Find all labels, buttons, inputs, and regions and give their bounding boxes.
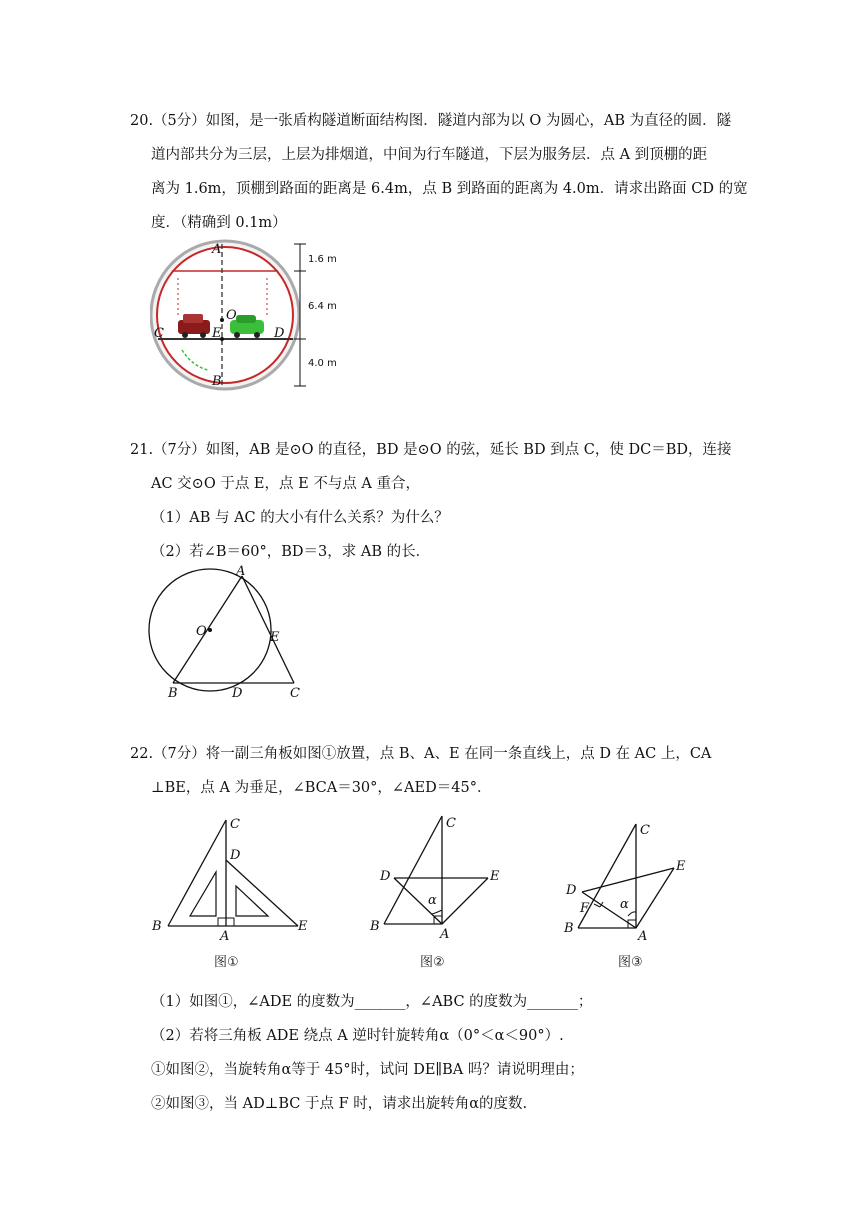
triangle-figure-2 [366, 812, 516, 972]
label-E: E [490, 869, 500, 884]
label-D: D [274, 326, 285, 341]
label-O: O [196, 624, 207, 639]
q20-line-3: 离为 1.6m，顶棚到路面的距离是 6.4m，点 B 到路面的距离为 4.0m．请求出路面 CD 的宽 [151, 181, 748, 197]
label-alpha: α [428, 893, 437, 908]
label-A: A [220, 929, 230, 944]
q20-line-4: 度．（精确到 0.1m） [151, 215, 287, 231]
label-C: C [290, 686, 300, 701]
label-D: D [230, 848, 241, 863]
label-E: E [298, 919, 308, 934]
q21-line-2: AC 交⊙O 于点 E，点 E 不与点 A 重合， [151, 476, 421, 492]
label-C: C [230, 817, 240, 832]
measure-top: 1.6 m [308, 254, 337, 265]
triangle-figure-3 [560, 812, 710, 972]
q20-line-2: 道内部共分为三层，上层为排烟道，中间为行车隧道，下层为服务层．点 A 到顶棚的距 [151, 147, 708, 163]
q21-part-2: （2）若∠B＝60°，BD＝3，求 AB 的长． [151, 544, 431, 560]
q22-sub-1: ①如图②，当旋转角α等于 45°时，试问 DE∥BA 吗？请说明理由； [151, 1062, 584, 1078]
label-C: C [640, 823, 650, 838]
label-A: A [440, 927, 450, 942]
label-E: E [212, 326, 222, 341]
label-B: B [152, 919, 162, 934]
q22-line-1: 22.（7分）将一副三角板如图①放置，点 B、A、E 在同一条直线上，点 D 在 AC 上，CA [130, 746, 712, 762]
label-C: C [446, 816, 456, 831]
q22-line-2: ⊥BE，点 A 为垂足，∠BCA＝30°，∠AED＝45°． [151, 780, 492, 796]
triangle-figure-1 [148, 812, 318, 972]
measure-mid: 6.4 m [308, 301, 337, 312]
figure-3-caption: 图③ [618, 955, 643, 970]
label-A: A [236, 564, 246, 579]
label-A: A [638, 929, 648, 944]
label-D: D [566, 883, 577, 898]
label-O: O [226, 308, 237, 323]
q22-part-1: （1）如图①，∠ADE 的度数为_______，∠ABC 的度数为_______； [151, 994, 593, 1010]
figure-2-caption: 图② [420, 955, 445, 970]
label-D: D [380, 869, 391, 884]
q22-sub-2: ②如图③，当 AD⊥BC 于点 F 时，请求出旋转角α的度数. [151, 1096, 528, 1112]
circle-triangle-figure [140, 562, 315, 702]
label-B: B [212, 374, 222, 389]
label-A: A [212, 242, 222, 257]
figure-1-caption: 图① [214, 955, 239, 970]
q20-line-1: 20.（5分）如图，是一张盾构隧道断面结构图．隧道内部为以 O 为圆心，AB 为直径的圆．隧 [130, 113, 732, 129]
label-E: E [270, 630, 280, 645]
label-B: B [564, 921, 574, 936]
tunnel-figure [150, 238, 350, 394]
label-F: F [580, 901, 590, 916]
q21-part-1: （1）AB 与 AC 的大小有什么关系？为什么？ [151, 510, 449, 526]
measure-bottom: 4.0 m [308, 358, 337, 369]
label-C: C [154, 326, 164, 341]
q21-line-1: 21.（7分）如图，AB 是⊙O 的直径，BD 是⊙O 的弦，延长 BD 到点 C，使 DC＝BD，连接 [130, 442, 732, 458]
label-B: B [168, 686, 178, 701]
q22-part-2: （2）若将三角板 ADE 绕点 A 逆时针旋转角α（0°＜α＜90°）. [151, 1028, 564, 1044]
label-D: D [232, 686, 243, 701]
label-B: B [370, 919, 380, 934]
label-E: E [676, 859, 686, 874]
label-alpha: α [620, 897, 629, 912]
